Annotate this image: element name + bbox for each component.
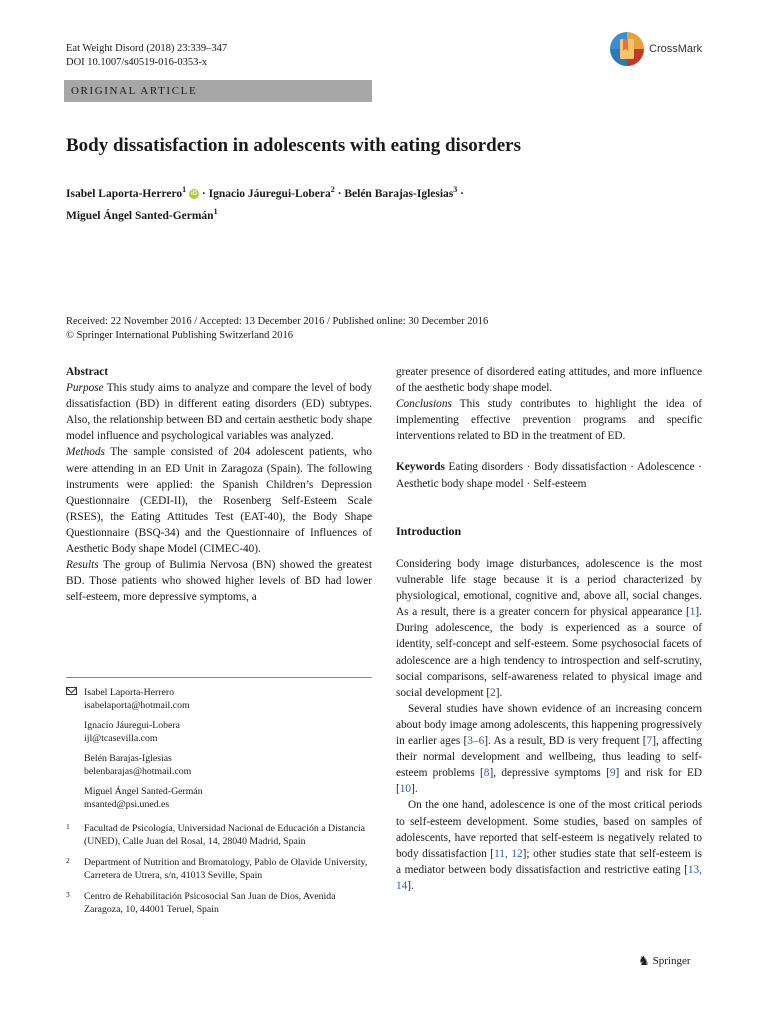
article-title: Body dissatisfaction in adolescents with eating disorders [66, 135, 521, 156]
paragraph [396, 556, 702, 701]
abstract-purpose [66, 380, 372, 444]
contact-name: Miguel Ángel Santed-Germán [84, 786, 203, 797]
results-continued: greater presence of disordered eating attitudes, and more influence of the aesthetic body shape model. [396, 366, 702, 395]
paragraph [396, 797, 702, 894]
doi-line[interactable]: DOI 10.1007/s40519-016-0353-x [66, 57, 208, 68]
author-name[interactable]: Isabel Laporta-Herrero [66, 187, 183, 200]
affiliation-text: Department of Nutrition and Bromatology, Pablo de Olavide University, Carretera de Utrera, s/n, 41013 Seville, Spain [84, 857, 368, 881]
affiliations [66, 822, 372, 924]
springer-logo [638, 953, 691, 969]
results-text: The group of Bulimia Nervosa (BN) showed the greatest BD. Those patients who showed higher levels of BD had lower self-esteem, more depressive symptoms, a [66, 559, 372, 604]
abstract-methods [66, 444, 372, 557]
citation-link[interactable]: 7 [646, 735, 653, 748]
contact-email[interactable]: ijl@tcasevilla.com [84, 733, 158, 744]
citation-link[interactable]: 10 [399, 783, 412, 796]
affiliation-number: 2 [66, 856, 70, 865]
author-name[interactable]: Miguel Ángel Santed-Germán [66, 209, 214, 222]
author-name[interactable]: · Belén Barajas-Iglesias [334, 187, 454, 200]
affiliation-entry [66, 890, 372, 916]
text-run: ], depressive symptoms [ [489, 767, 610, 780]
text-run: ]. [411, 783, 418, 796]
keywords-text: Eating disorders · Body dissatisfaction · Adolescence · Aesthetic body shape model · Self-esteem [396, 461, 702, 490]
conclusions-text: This study contributes to highlight the idea of implementing effective prevention programs and specific interventions related to BD in the treatment of ED. [396, 398, 702, 443]
methods-label: Methods [66, 446, 105, 459]
affiliation-marker: 1 [213, 206, 218, 216]
citation-link[interactable]: 1 [689, 606, 696, 619]
corresponding-contacts [66, 686, 372, 818]
copyright-line: © Springer International Publishing Switzerland 2016 [66, 330, 293, 341]
citation-link[interactable]: 3–6 [467, 735, 485, 748]
affiliation-text: Centro de Rehabilitación Psicosocial San Juan de Dios, Avenida Zaragoza, 10, 44001 Teruel, Spain [84, 891, 336, 915]
citation-link[interactable]: 9 [609, 767, 616, 780]
citation-link[interactable]: 8 [483, 767, 490, 780]
keywords [396, 459, 702, 491]
crossmark-badge[interactable] [609, 31, 702, 67]
abstract-conclusions [396, 396, 702, 444]
author-separator: · [457, 187, 464, 200]
affiliation-entry [66, 822, 372, 848]
contact-name: Isabel Laporta-Herrero [84, 687, 175, 698]
springer-horse-icon: ♞ [638, 953, 650, 968]
publication-dates [66, 315, 488, 343]
contact-email[interactable]: belenbarajas@hotmail.com [84, 766, 192, 777]
text-run: ]. [407, 879, 414, 892]
journal-line: Eat Weight Disord (2018) 23:339–347 [66, 43, 228, 54]
affiliation-marker: 3 [453, 185, 458, 194]
contact-email[interactable]: msanted@psi.uned.es [84, 799, 170, 810]
conclusions-label: Conclusions [396, 398, 452, 411]
citation-link[interactable]: 13, 14 [396, 863, 702, 892]
purpose-text: This study aims to analyze and compare the level of body dissatisfaction (BD) in different eating disorders (ED) subtypes. Also, the relationship between BD and certain aesthetic body shape model influence and psychological variables was analyzed. [66, 382, 372, 443]
affiliation-text: Facultad de Psicología, Universidad Nacional de Educación a Distancia (UNED), Calle Juan del Rosal, 14, 28040 Madrid, Spain [84, 823, 366, 847]
contact-entry [84, 752, 372, 778]
text-run: ]. As a result, BD is very frequent [ [484, 735, 647, 748]
citation-link[interactable]: 11, 12 [494, 847, 523, 860]
text-run: Several studies have shown evidence of an increasing concern about body image among adolescents, this happening progressively in earlier ages [ [396, 702, 702, 748]
affiliation-number: 1 [66, 822, 70, 831]
abstract-heading: Abstract [66, 366, 109, 378]
author-list [66, 181, 716, 225]
affiliation-entry [66, 856, 372, 882]
article-type-banner: ORIGINAL ARTICLE [64, 80, 372, 102]
footnote-divider [66, 677, 372, 678]
paragraph [396, 701, 702, 798]
text-run: ]. During adolescence, the body is experienced as a source of identity, self-concept and self-esteem. Some psychosocial facets of adolescence are a high tendency to introspection and self-scrutiny, social comparisons, self-awareness related to physical image and social development [ [396, 606, 702, 699]
introduction-heading: Introduction [396, 524, 462, 538]
introduction-body [396, 556, 702, 894]
contact-entry [84, 719, 372, 745]
purpose-label: Purpose [66, 382, 104, 395]
text-run: ]; other studies state that self-esteem is a mediator between body dissatisfaction and restrictive eating [ [396, 847, 702, 876]
contact-entry [84, 785, 372, 811]
contact-name: Belén Barajas-Iglesias [84, 753, 172, 764]
citation-link[interactable]: 2 [490, 686, 496, 699]
dates-line: Received: 22 November 2016 / Accepted: 13 December 2016 / Published online: 30 December 2016 [66, 316, 489, 327]
methods-text: The sample consisted of 204 adolescent patients, who were attending in an ED Unit in Zaragoza (Spain). The following instruments were applied: the Spanish Children’s Depression Questionnaire (CEDI-II), the Rosenberg Self-Esteem Scale (RSES), the Eating Attitudes Test (EAT-40), the Body Shape Questionnaire (BSQ-34) and the Questionnaire of Influences of Aesthetic Body shape Model (CIMEC-40). [66, 446, 372, 556]
contact-entry [84, 686, 372, 712]
journal-citation [66, 42, 227, 70]
envelope-icon [66, 687, 77, 695]
text-run: ]. [495, 686, 503, 699]
author-name[interactable]: · Ignacio Jáuregui-Lobera [199, 187, 331, 200]
abstract-right-column [396, 364, 702, 492]
contact-email[interactable]: isabelaporta@hotmail.com [84, 700, 190, 711]
affiliation-marker: 1 [182, 185, 187, 194]
abstract-left-column [66, 364, 372, 605]
contact-name: Ignacio Jáuregui-Lobera [84, 720, 181, 731]
text-run: On the one hand, adolescence is one of the most critical periods to self-esteem development. Some studies, based on samples of adolescents, have reported that self-esteem is negatively related to body dissatisfaction [ [396, 799, 702, 860]
text-run: ] and risk for ED [ [396, 767, 702, 796]
publisher-name: Springer [652, 955, 691, 967]
affiliation-marker: 2 [330, 185, 335, 194]
keywords-label: Keywords [396, 461, 445, 474]
abstract-results [66, 557, 372, 605]
orcid-icon[interactable]: iD [191, 191, 198, 198]
text-run: Considering body image disturbances, adolescence is the most vulnerable life stage because it is a period characterized by physiological, emotional, cognitive and, above all, social changes. As a result, there is a greater concern for physical appearance [ [396, 558, 702, 619]
crossmark-label: CrossMark [649, 43, 703, 55]
crossmark-icon [609, 31, 645, 67]
text-run: ], affecting their normal development and wellbeing, thus leading to self-esteem problems [ [396, 735, 702, 780]
affiliation-number: 3 [66, 890, 70, 899]
results-label: Results [66, 559, 99, 572]
